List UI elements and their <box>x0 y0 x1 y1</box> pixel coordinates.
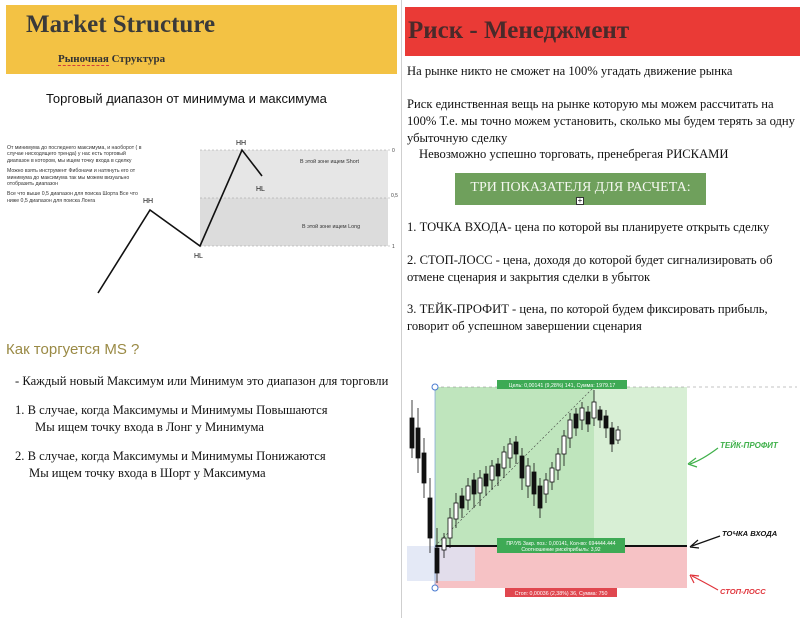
how-item-higher: 1. В случае, когда Максимумы и Минимумы Повышаются <box>15 403 328 417</box>
zone-short-label: В этой зоне ищем Short <box>300 159 359 165</box>
left-highlight <box>407 546 475 581</box>
market-structure-title: Market Structure <box>26 11 216 38</box>
handle-bottom[interactable] <box>432 585 438 591</box>
trade-position-chart <box>402 378 800 618</box>
stop-loss-arrow <box>692 576 718 590</box>
take-profit-zone-light <box>594 387 687 546</box>
note-fibonacci: Можно взять инструмент Фибоначи и натянуть его от минимума до максимума так мы можем визуально отобразить диапазон <box>7 168 136 188</box>
range-title: Торговый диапазон от минимума и максимума <box>46 91 327 106</box>
label-hh-second: HH <box>236 140 247 147</box>
how-item-lower: 2. В случае, когда Максимумы и Минимумы Понижаются <box>15 449 326 463</box>
market-structure-subtitle <box>58 53 165 65</box>
point-entry: 1. ТОЧКА ВХОДА- цена по которой вы планируете открыть сделку <box>407 220 770 234</box>
level-0-label: 0 <box>392 148 395 154</box>
subtitle-word-underlined: Рыночная <box>58 53 109 65</box>
zone-long-label: В этой зоне ищем Long <box>302 224 361 230</box>
pnl-label-line1: ПР/УБ Закр. поз.: 0,00141, Кол-во: 694444.444 <box>506 541 616 547</box>
entry-annotation: ТОЧКА ВХОДА <box>722 529 778 538</box>
level-05-label: 0,5 <box>391 193 398 199</box>
long-zone <box>200 198 388 246</box>
how-ms-traded-list <box>15 373 395 494</box>
label-hl-second: HL <box>256 186 265 193</box>
market-structure-header <box>6 5 397 74</box>
risk-management-header <box>405 7 800 56</box>
label-hl-first: HL <box>194 253 203 260</box>
take-profit-annotation: ТЕЙК-ПРОФИТ <box>720 441 778 450</box>
stop-label: Стоп: 0,00036 (2,38%) 36, Сумма: 750 <box>514 591 608 597</box>
target-label: Цель: 0,00141 (9,28%) 141, Сумма: 1979.17 <box>508 383 616 389</box>
note-levels: Все что выше 0,5 диапазон для поиска Шорта Все что ниже 0,5 диапазон для поиска Лонга <box>7 191 138 204</box>
risk-management-panel <box>401 0 800 618</box>
pnl-label-line2: Соотношение риск/прибыль: 3,92 <box>521 547 601 553</box>
risk-management-title: Риск - Менеджмент <box>408 17 630 44</box>
short-zone <box>200 150 388 198</box>
handle-top[interactable] <box>432 384 438 390</box>
risk-line-nobody: На рынке никто не сможет на 100% угадать движение рынка <box>407 64 733 78</box>
how-item-short: Мы ищем точку входа в Шорт у Максимума <box>29 466 266 480</box>
three-indicators-button[interactable]: ТРИ ПОКАЗАТЕЛЯ ДЛЯ РАСЧЕТА: <box>455 173 706 205</box>
point-take-profit: 3. ТЕЙК-ПРОФИТ - цена, по которой будем фиксировать прибыль, говорит об успешном завершении сценария <box>407 302 768 333</box>
market-structure-diagram <box>0 130 400 310</box>
level-1-label: 1 <box>392 244 395 250</box>
how-item-long: Мы ищем точку входа в Лонг у Минимума <box>35 420 264 434</box>
how-item-range: - Каждый новый Максимум или Минимум это диапазон для торговли <box>15 374 389 388</box>
point-stop-loss: 2. СТОП-ЛОСС - цена, доходя до которой будет сигнализировать об отмене сценария и закрытия сделки в убыток <box>407 253 773 284</box>
note-range: От минимума до последнего максимума, и наоборот ( в случае нисходящего тренда) у нас есть торговый диапазон в котором, мы ищем точку входа в сделку <box>7 145 142 164</box>
how-ms-traded-title: Как торгуется MS ? <box>6 341 140 358</box>
subtitle-word: Структура <box>108 53 166 65</box>
risk-line-impossible: Невозможно успешно торговать, пренебрегая РИСКАМИ <box>419 147 729 161</box>
stop-loss-annotation: СТОП-ЛОСС <box>720 587 766 596</box>
take-profit-arrow <box>690 448 718 464</box>
label-hh-first: HH <box>143 198 154 205</box>
plus-icon[interactable]: + <box>577 196 583 205</box>
risk-line-calculate: Риск единственная вещь на рынке которую мы можем рассчитать на 100% Т.е. мы точно можем установить, сколько мы будем терять за одну убыточную сделку <box>407 97 795 145</box>
